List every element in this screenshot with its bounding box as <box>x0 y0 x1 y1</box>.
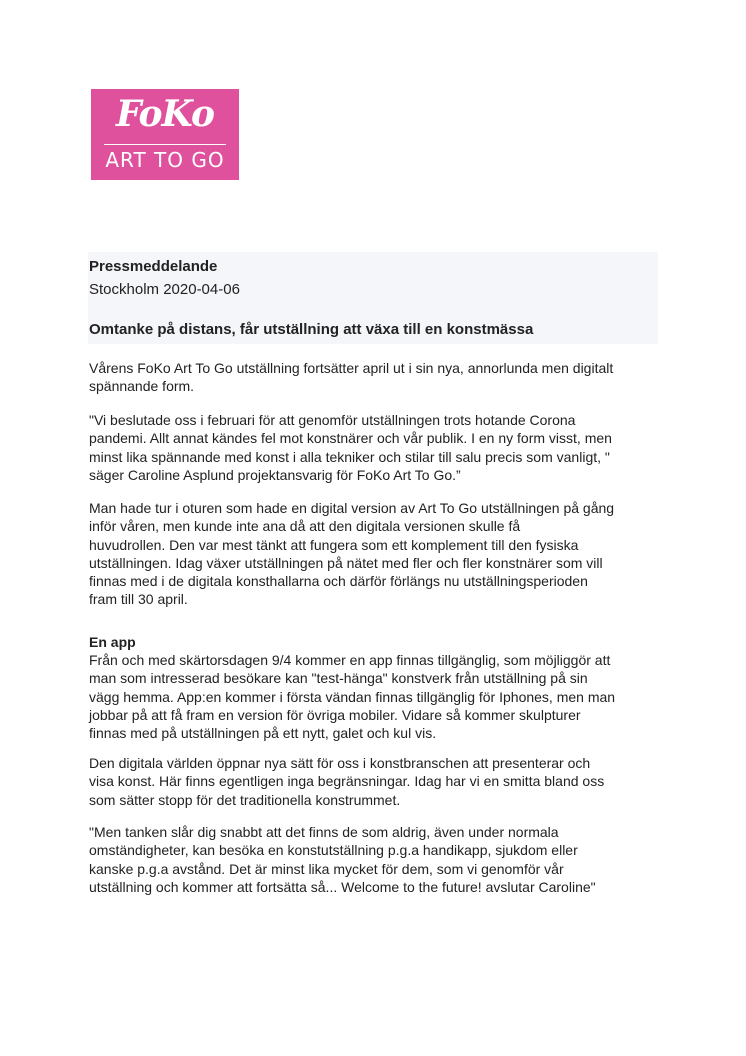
logo-divider <box>104 144 226 145</box>
foko-logo <box>91 89 239 180</box>
document-type: Pressmeddelande <box>89 258 218 275</box>
headline: Omtanke på distans, får utställning att växa till en konstmässa <box>89 321 534 338</box>
place-date: Stockholm 2020-04-06 <box>89 281 240 298</box>
paragraph-quote-2: "Men tanken slår dig snabbt att det finns de som aldrig, även under normala omständigheter, kan besöka en konstutställning p.g.a handikapp, sjukdom eller kanske p.g.a avstånd. Det är minst lika mycket för dem, som vi genomför vår utställning och kommer att fortsätta så... Welcome to the future! avslutar Caroline" <box>89 824 596 895</box>
logo-script-text: FoKo <box>115 93 215 135</box>
paragraph-app: Från och med skärtorsdagen 9/4 kommer en app finnas tillgänglig, som möjliggör att man som intresserad besökare kan "test-hänga" konstverk från utställning på sin vägg hemma. App:en kommer i första vändan finnas tillgänglig för Iphones, men man jobbar på att få fram en version för övriga mobiler. Vidare så kommer skulpturer finnas med på utställningen på ett nytt, galet och kul vis. <box>89 652 616 742</box>
paragraph-quote-1: "Vi beslutade oss i februari för att genomför utställningen trots hotande Corona pandemi. Allt annat kändes fel mot konstnärer och vår publik. I en ny form visst, men minst lika spännande med konst i alla tekniker och stilar till salu precis som vanligt, " säger Caroline Asplund projektansvarig för FoKo Art To Go.” <box>89 412 612 483</box>
paragraph-digital: Den digitala världen öppnar nya sätt för oss i konstbranschen att presenterar och visa konst. Här finns egentligen inga begränsningar. Idag har vi en smitta bland oss som sätter stopp för det traditionella konstrummet. <box>89 755 605 808</box>
subheading-app: En app <box>89 634 136 650</box>
paragraph-background: Man hade tur i oturen som hade en digital version av Art To Go utställningen på gång inför våren, men kunde inte ana då att den digitala versionen skulle få huvudrollen. Den var mest tänkt att fungera som ett komplement till den fysiska utställningen. Idag växer utställningen på nätet med fler och fler konstnärer som vill finnas med i de digitala konsthallarna och därför förlängs nu utställningsperioden fram till 30 april. <box>89 500 615 608</box>
paragraph-intro: Vårens FoKo Art To Go utställning fortsätter april ut i sin nya, annorlunda men digitalt spännande form. <box>89 360 614 395</box>
logo-subtitle: ART TO GO <box>105 148 225 172</box>
